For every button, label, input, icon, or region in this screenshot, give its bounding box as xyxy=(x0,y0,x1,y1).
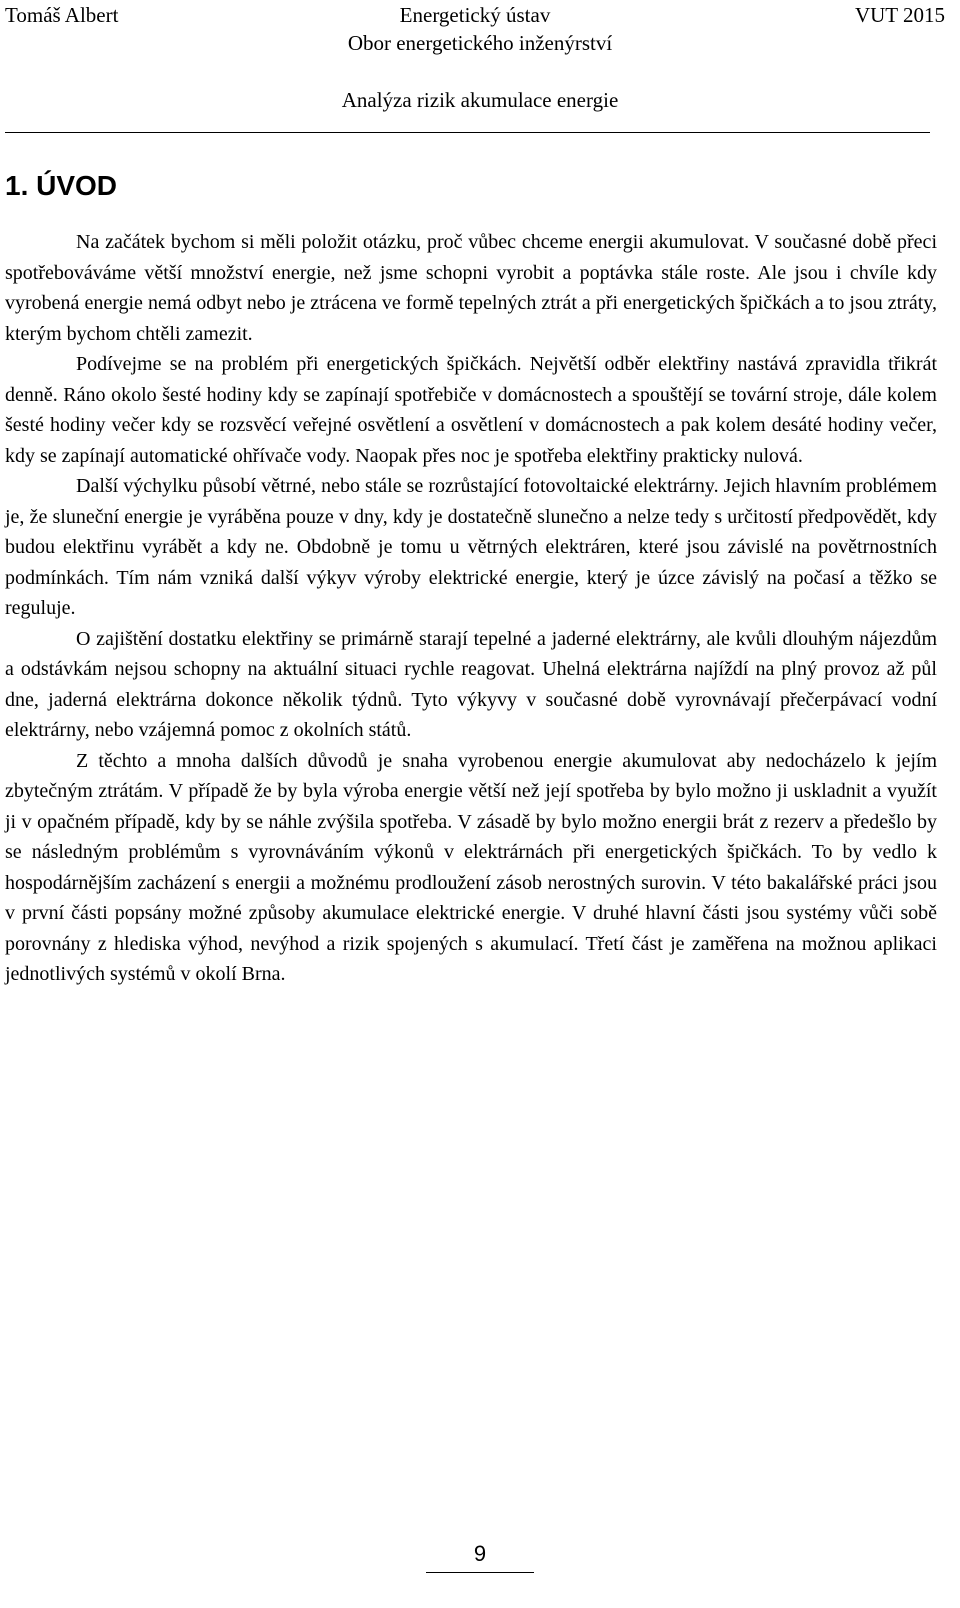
header-department: Obor energetického inženýrství xyxy=(347,31,613,55)
paragraph-conclusion: Z těchto a mnoha dalších důvodů je snaha vyrobenou energie akumulovat aby nedocházelo k jejím zbytečným ztrátám. V případě že by byla výroba energie větší než její spotřeba by bylo možno ji uskladnit a využít ji v opačném případě, kdy by se náhle zvýšila spotřeba. V zásadě by bylo možno energii brát z rezerv a předešlo by se následným problémům s vyrovnáváním výkonů v elektrárnách při energetických špičkách. To by vedlo k hospodárnějším zacházení s energii a možnému prodloužení zásob nerostných surovin. V této bakalářské práci jsou v první části popsány možné způsoby akumulace elektrické energie. V druhé hlavní části jsou systémy vůči sobě porovnány z hlediska výhod, nevýhod a rizik spojených s akumulací. Třetí část je zaměřena na možnou aplikaci jednotlivých systémů v okolí Brna. xyxy=(5,749,937,985)
paragraph-peaks: Podívejme se na problém při energetických špičkách. Největší odběr elektřiny nastává zpravidla třikrát denně. Ráno okolo šesté hodiny kdy se zapínají spotřebiče v domácnostech a spouštějí se tovární stroje, dále kolem šesté hodiny večer kdy se rozsvěcí veřejné osvětlení a osvětlení v domácnostech a pak kolem desáté hodiny večer, kdy se zapínají automatické ohřívače vody. Naopak přes noc je spotřeba elektřiny prakticky nulová. xyxy=(5,353,937,467)
paragraph-renewables: Další výchylku působí větrné, nebo stále se rozrůstající fotovoltaické elektrárny. Jejich hlavním problémem je, že sluneční energie je vyráběna pouze v dny, kdy je dostatečně slunečno a nelze tedy s určitostí předpovědět, kdy budou elektřinu vyrábět a kdy ne. Obdobně je tomu u větrných elektráren, které jsou závislé na povětrnostních podmínkách. Tím nám vzniká další výkyv výroby elektrické energie, který je úzce závislý na počasí a těžko se reguluje. xyxy=(5,475,937,619)
paragraph-intro: Na začátek bychom si měli položit otázku, proč vůbec chceme energii akumulovat. V současné době přeci spotřebováváme větší množství energie, než jsme schopni vyrobit a poptávka stále roste. Ale jsou i chvíle kdy vyrobená energie nemá odbyt nebo je ztrácena ve formě tepelných ztrát a při energetických špičkách a to jsou ztráty, kterým bychom chtěli zamezit. xyxy=(5,231,937,345)
header-institute: Energetický ústav xyxy=(399,3,551,27)
chapter-heading: 1. ÚVOD xyxy=(5,170,118,201)
footer-divider xyxy=(426,1572,534,1573)
header-divider xyxy=(5,132,930,133)
paragraph-power-plants: O zajištění dostatku elektřiny se primárně starají tepelné a jaderné elektrárny, ale kvůli dlouhým nájezdům a odstávkám nejsou schopny na aktuální situaci rychle reagovat. Uhelná elektrárna najíždí na plný provoz až půl dne, jaderná elektrárna dokonce několik týdnů. Tyto výkyvy v současné době vyrovnávají přečerpávací vodní elektrárny, nebo vzájemná pomoc z okolních států. xyxy=(5,627,937,741)
header-document-title: Analýza rizik akumulace energie xyxy=(341,88,619,112)
header-author: Tomáš Albert xyxy=(5,3,119,27)
page-number: 9 xyxy=(473,1541,487,1566)
body-text xyxy=(5,227,937,990)
page-header xyxy=(5,0,945,30)
header-year: VUT 2015 xyxy=(854,3,945,27)
